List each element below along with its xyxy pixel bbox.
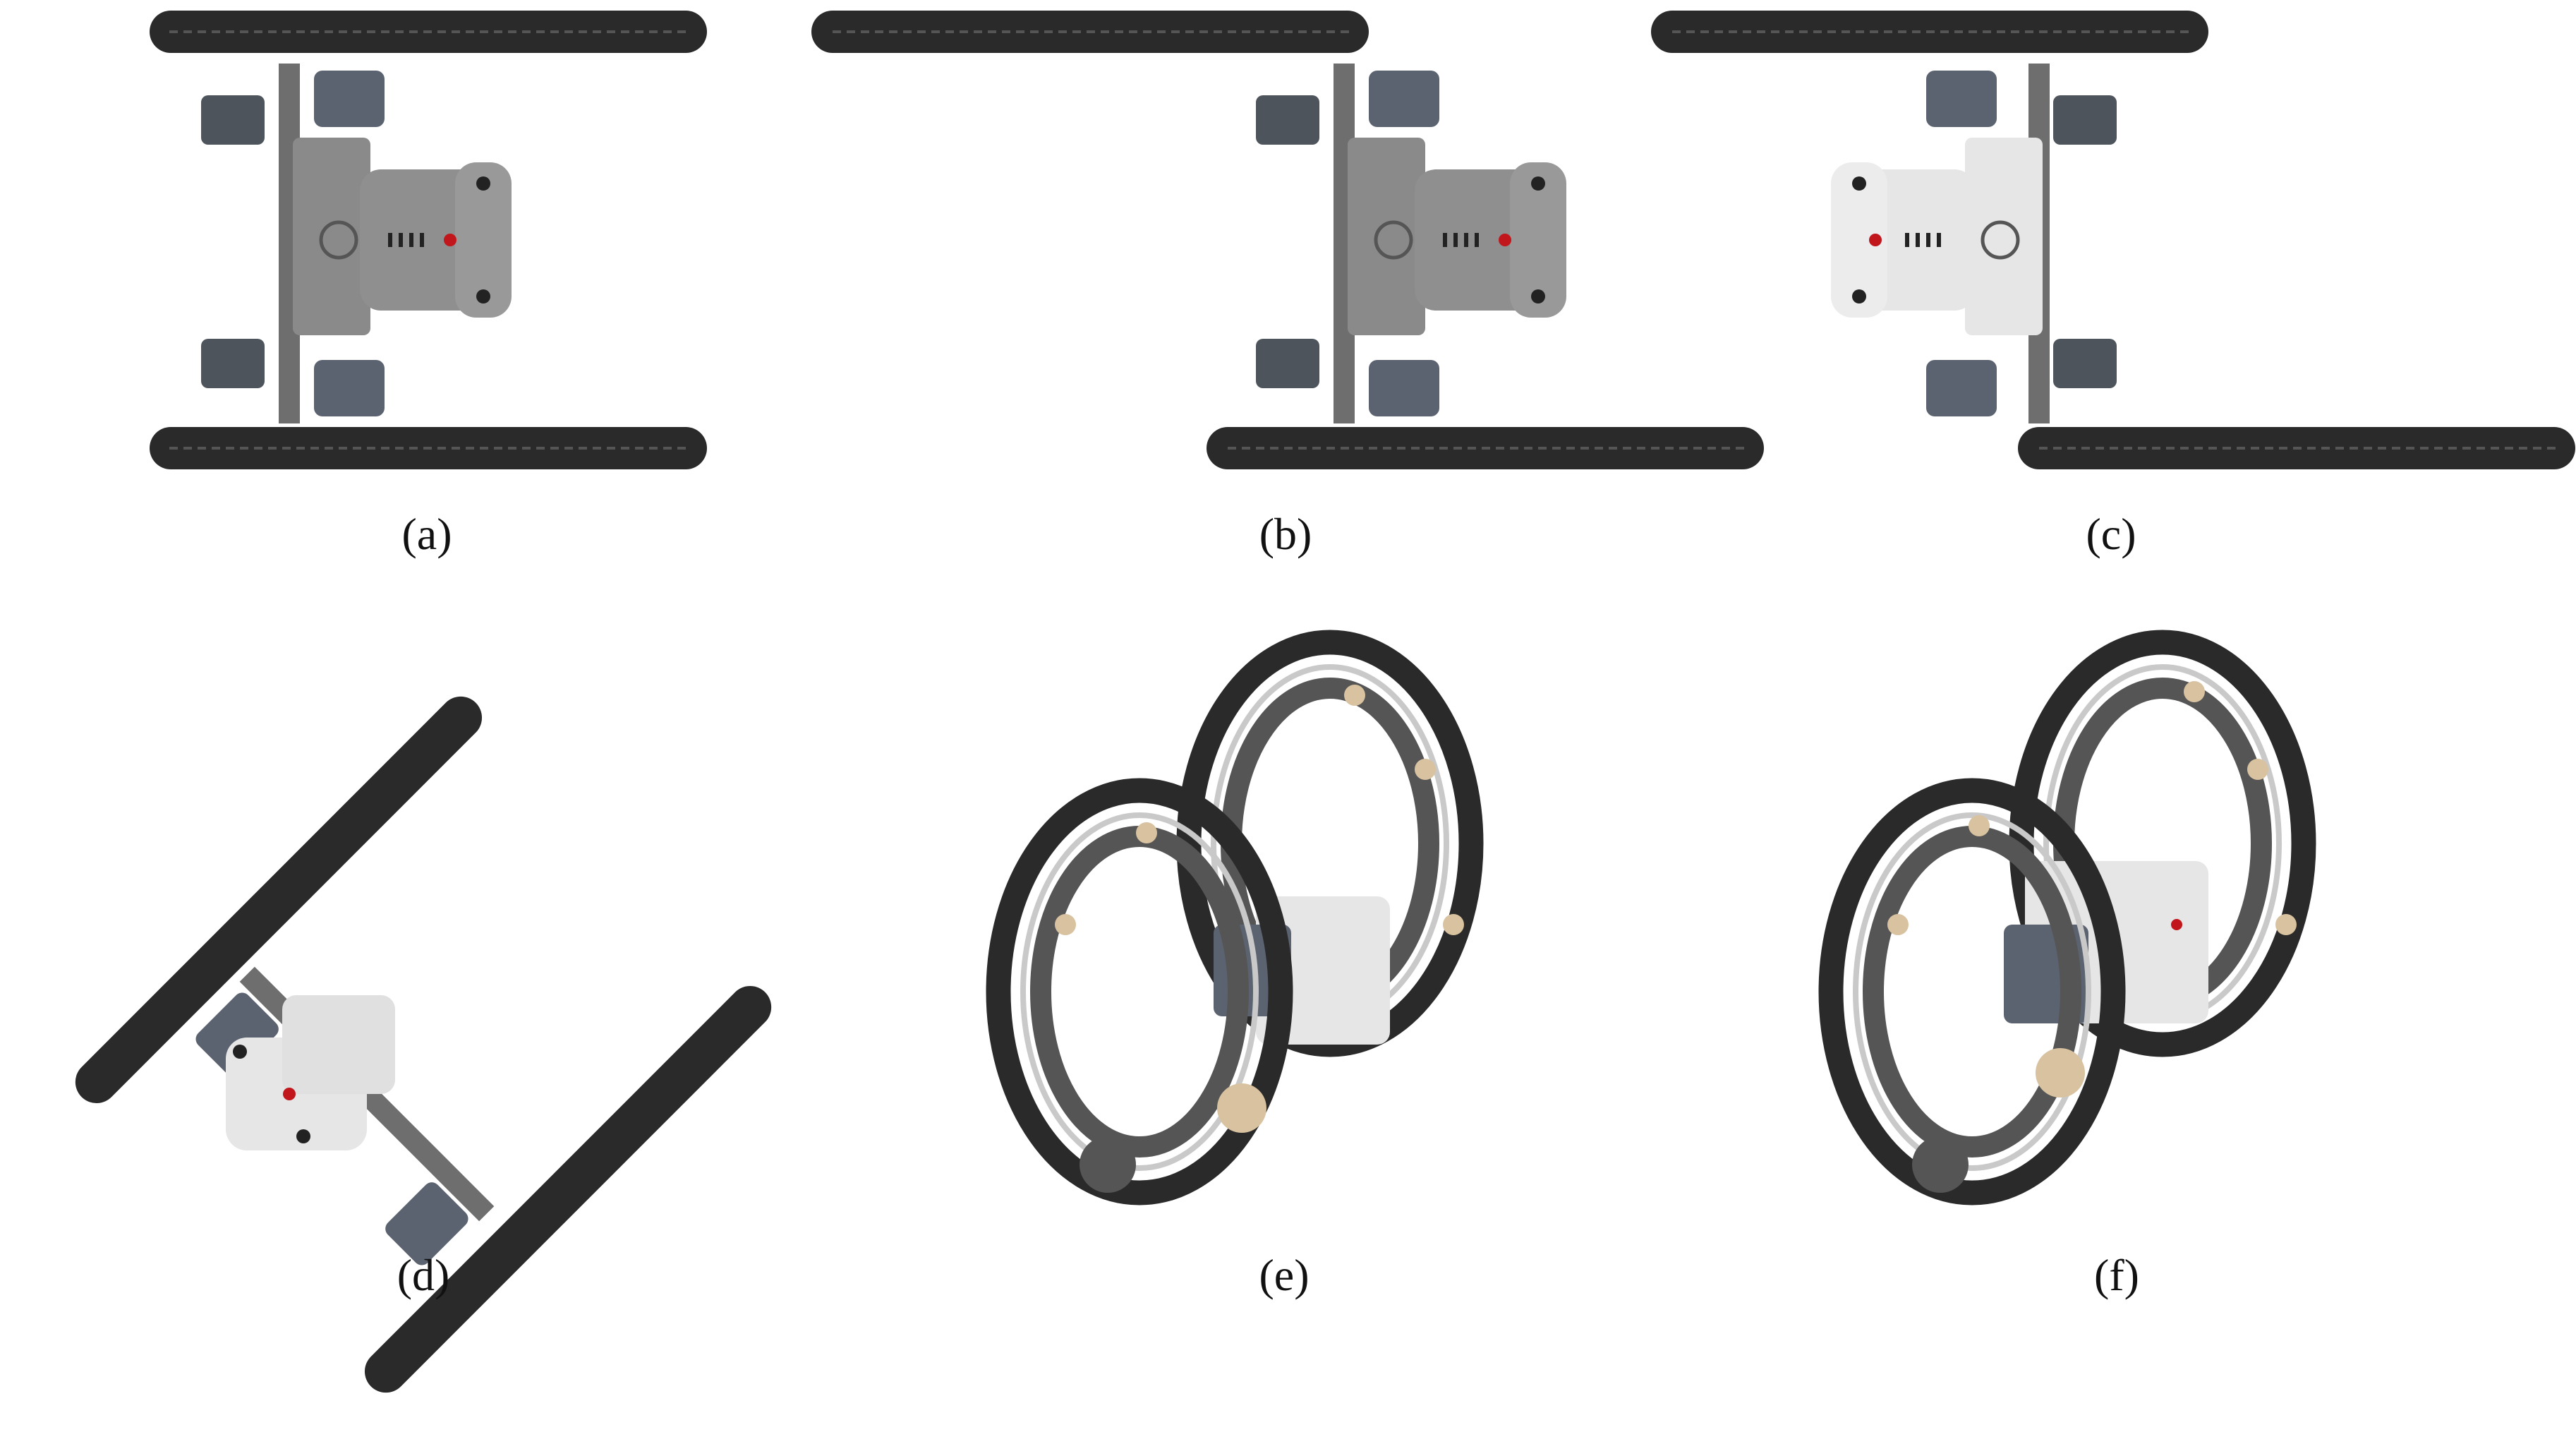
caption-c: (c) (2086, 509, 2136, 559)
hub-gear (2036, 1048, 2085, 1098)
red-led-b (1499, 234, 1511, 246)
panel-a (141, 0, 720, 559)
caption-f: (f) (2094, 1250, 2139, 1300)
robot-render-c (1651, 0, 2575, 494)
motor-right-top (1369, 71, 1439, 127)
red-led-c (1869, 234, 1882, 246)
motor-right-top (2053, 95, 2117, 145)
panel-c (1651, 0, 2575, 559)
robot-render-e (960, 593, 1630, 1299)
robot-render-f (1792, 593, 2462, 1299)
motor-left-top (201, 95, 265, 145)
robot-render-d (0, 812, 847, 1306)
motor-left-top (1926, 71, 1997, 127)
panel-e (960, 593, 1630, 1299)
motor-right-bottom (2053, 339, 2117, 388)
red-led-f (2171, 919, 2182, 930)
caption-b: (b) (1259, 509, 1312, 559)
motor-right-top (314, 71, 385, 127)
motor-left-bottom (1926, 360, 1997, 416)
panel-b (811, 0, 1764, 559)
body-housing (1965, 138, 2043, 335)
robot-render-b (811, 0, 1764, 494)
caption-a: (a) (401, 509, 452, 559)
panel-f (1792, 593, 2462, 1299)
motor-left-top (1256, 95, 1319, 145)
red-led-a (444, 234, 456, 246)
motor-right-bottom (1369, 360, 1439, 416)
motor-left-bottom (1256, 339, 1319, 388)
caption-d: (d) (397, 1250, 450, 1300)
tire-bottom (356, 978, 780, 1402)
motor-left-bottom (201, 339, 265, 388)
body-housing (1348, 138, 1425, 335)
robot-render-a (141, 0, 720, 494)
panel-d (0, 812, 847, 1306)
body-housing (293, 138, 370, 335)
hub-gear (1217, 1083, 1266, 1133)
red-led-d (283, 1088, 296, 1100)
caption-e: (e) (1259, 1250, 1310, 1300)
motor-right-bottom (314, 360, 385, 416)
